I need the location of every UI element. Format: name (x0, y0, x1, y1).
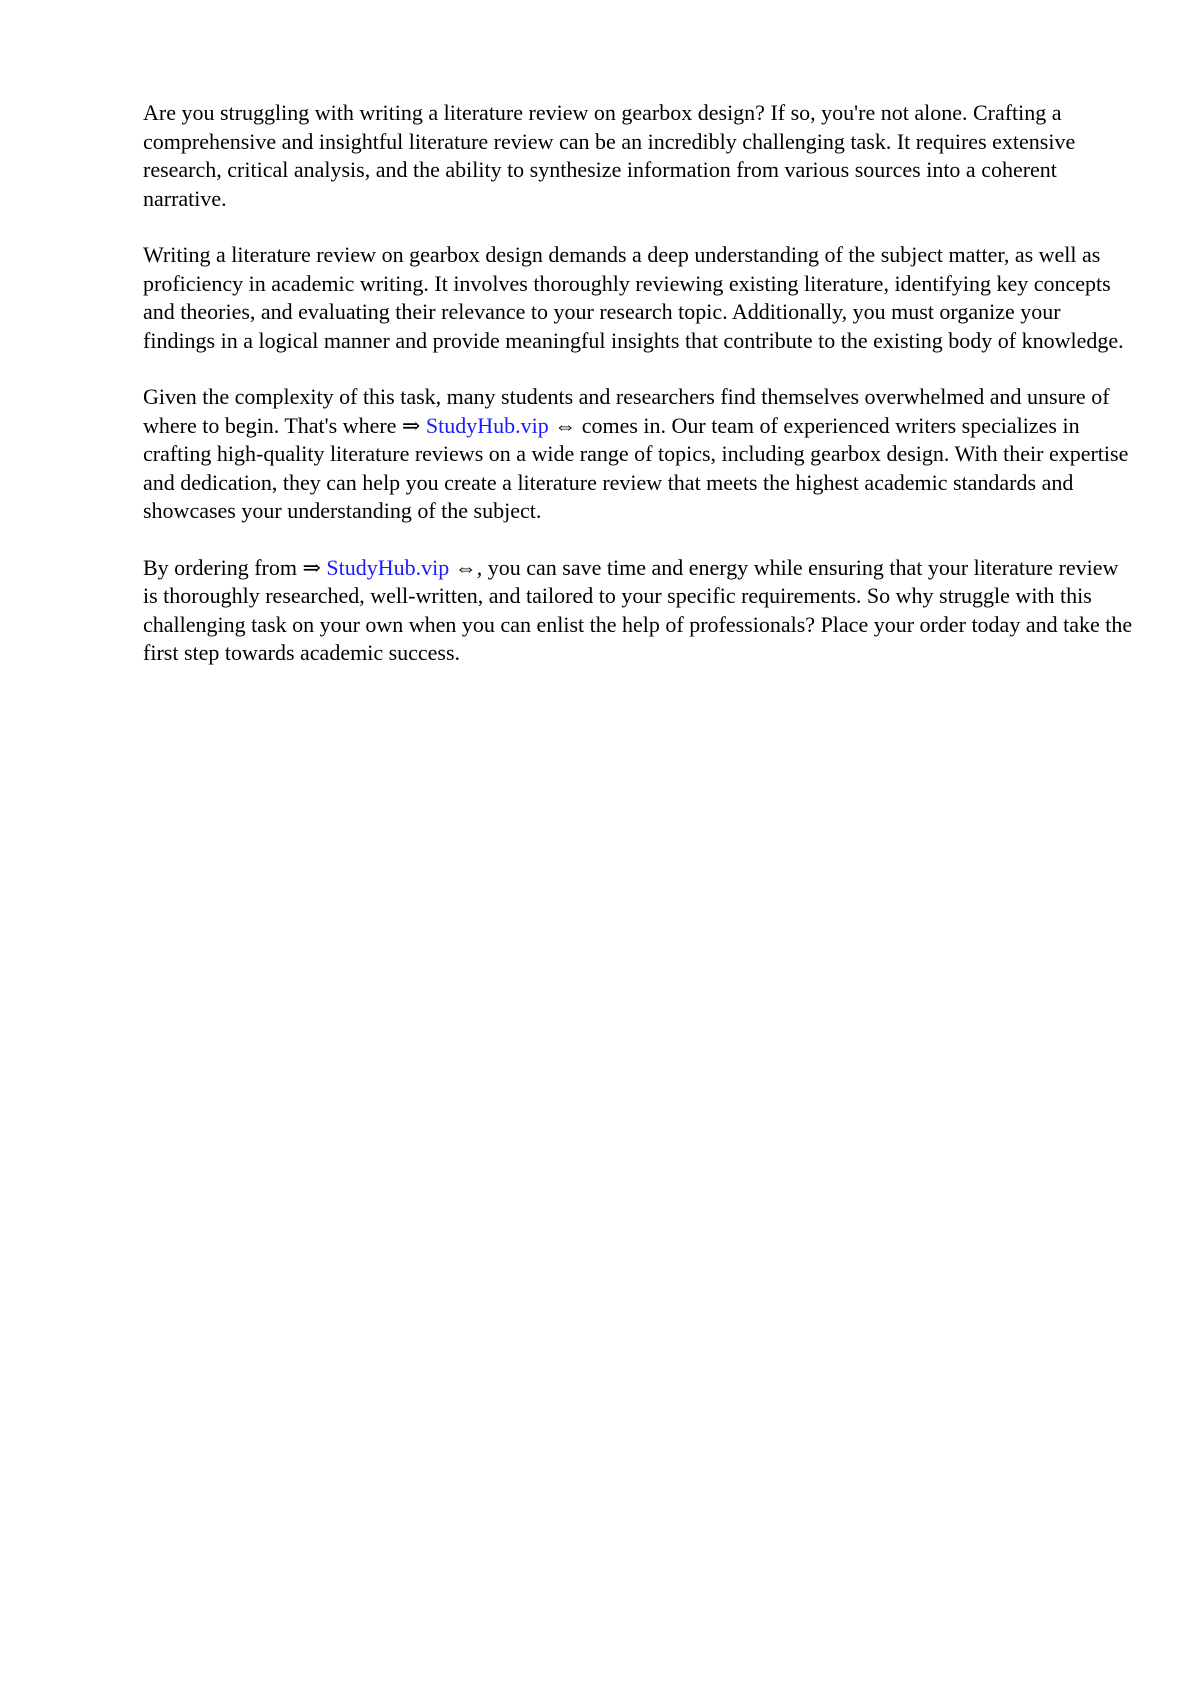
studyhub-link[interactable]: StudyHub.vip (326, 554, 450, 580)
paragraph-service (143, 383, 1133, 526)
paragraph-service-text-before: Given the complexity of this task, many students and researchers find themselves overwhelmed and unsure of where to begin. That's where ⇒ (143, 384, 1110, 438)
paragraph-order (143, 554, 1133, 668)
studyhub-link[interactable]: StudyHub.vip (425, 412, 549, 438)
paragraph-service-text-after: ⇔ comes in. Our team of experienced writers specializes in crafting high-quality literature reviews on a wide range of topics, including gearbox design. With their expertise and dedication, they can help you create a literature review that meets the highest academic standards and showcases your understanding of the subject. (143, 412, 1129, 523)
paragraph-order-text-before: By ordering from ⇒ (143, 554, 327, 580)
paragraph-order-text-after: ⇔, you can save time and energy while ensuring that your literature review is thoroughly researched, well-written, and tailored to your specific requirements. So why struggle with this challenging task on your own when you can enlist the help of professionals? Place your order today and take the first step towards academic success. (143, 554, 1133, 665)
document-body (143, 99, 1133, 696)
paragraph-requirements: Writing a literature review on gearbox design demands a deep understanding of the subject matter, as well as proficiency in academic writing. It involves thoroughly reviewing existing literature, identifying key concepts and theories, and evaluating their relevance to your research topic. Additionally, you must organize your findings in a logical manner and provide meaningful insights that contribute to the existing body of knowledge. (143, 242, 1124, 353)
paragraph-intro: Are you struggling with writing a literature review on gearbox design? If so, you're not alone. Crafting a comprehensive and insightful literature review can be an incredibly challenging task. It requires extensive research, critical analysis, and the ability to synthesize information from various sources into a coherent narrative. (143, 100, 1076, 211)
